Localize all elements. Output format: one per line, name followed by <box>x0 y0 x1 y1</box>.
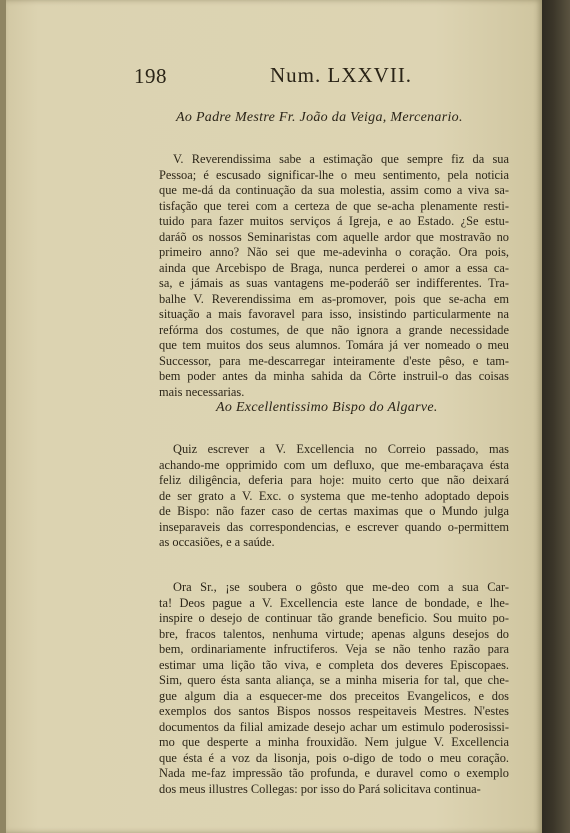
page-number: 198 <box>134 64 167 88</box>
text-line: tuido para fazer muitos serviços á Igreja, e ao Estado. ¿Se estu- <box>159 214 509 228</box>
letter-1-heading: Ao Padre Mestre Fr. João da Veiga, Mercenario. <box>176 110 463 125</box>
letter-1-body <box>159 152 509 400</box>
text-line: mais necessarias. <box>159 384 245 399</box>
text-line: sa, e jámais as suas vantagens me-poderáõ ser indifferentes. Tra- <box>159 276 509 290</box>
text-line: inspire o desejo de continuar tão grande beneficio. Sou muito po- <box>159 611 509 625</box>
text-line: Pessoa; é escusado significar-lhe o meu sentimento, pela noticia <box>159 167 509 182</box>
text-line: Successor, para me-descarregar inteiramente d'este pêso, e tam- <box>159 353 509 368</box>
text-line: de ser grato a V. Exc. o systema que me-tenho adoptado depois <box>159 488 509 503</box>
text-line: inseparaveis das correspondencias, e escrever quando o-permittem <box>159 519 509 534</box>
text-line: Ora Sr., ¡se soubera o gôsto que me-deo com a sua Car- <box>173 580 509 594</box>
text-line: mo que desperte a minha frouxidão. Nem julgue V. Excellencia <box>159 735 509 749</box>
text-line: dos meus illustres Collegas: por isso do Pará solicitava continua- <box>159 781 481 796</box>
facing-page-edge <box>542 0 570 833</box>
text-line: exemplos dos santos Bispos nossos respeitaveis Mestres. N'estes <box>159 704 509 718</box>
text-line: de Bispo: não fazer caso de certas maximas que o Mundo julga <box>159 504 509 518</box>
text-line: Sim, quero ésta santa aliança, se a minha miseria for tal, que che- <box>159 673 509 687</box>
text-line: refórma dos costumes, de que não ignora a grande necessidade <box>159 322 509 337</box>
text-line: situação a mais favoravel para isso, insistindo particularmente na <box>159 307 509 321</box>
text-line: ta! Deos pague a V. Excellencia este lance de bondade, e lhe- <box>159 595 509 610</box>
running-head: Num. LXXVII. <box>270 63 413 87</box>
text-line: ainda que Arcebispo de Braga, nunca perderei o amor a essa ca- <box>159 260 509 275</box>
text-line: Quiz escrever a V. Excellencia no Correio passado, mas <box>173 442 509 456</box>
text-line: que ésta é a voz da lisonja, pois o-digo de todo o meu coração. <box>159 750 509 765</box>
text-line: balhe V. Reverendissima em as-promover, pois que se-acha em <box>159 291 509 306</box>
text-line: bem, ordinariamente infructiferos. Veja se não tenho razão para <box>159 642 509 656</box>
text-line: V. Reverendissima sabe a estimação que sempre fiz da sua <box>173 152 509 166</box>
text-line: Nada me-faz impressão tão profunda, e duravel como o exemplo <box>159 766 509 780</box>
text-line: achando-me opprimido com um defluxo, que me-embaraçava ésta <box>159 457 509 472</box>
text-line: tisfação que terei com a certeza de que se-acha plenamente resti- <box>159 198 509 213</box>
letter-2-paragraph-2 <box>159 580 509 797</box>
text-line: estimar uma lição tão viva, e completa dos deveres Episcopaes. <box>159 657 509 672</box>
text-line: bre, fracos talentos, nenhuma virtude; apenas alguns desejos do <box>159 626 509 641</box>
text-line: primeiro anno? Não sei que me-adevinha o coração. Ora pois, <box>159 245 509 259</box>
text-line: feliz diligência, deferia para hoje: muito certo que não deixará <box>159 473 509 487</box>
text-line: as occasiões, e a saúde. <box>159 535 275 549</box>
text-line: que tem muitos dos seus alumnos. Tomára já ver nomeado o meu <box>159 338 509 352</box>
text-line: documentos da filial amizade desejo achar um estimulo poderosissi- <box>159 719 509 734</box>
text-line: que me-dá da continuação da sua molestia, assim como a viva sa- <box>159 183 509 197</box>
text-line: gue algum dia a esquecer-me dos preceitos Evangelicos, e dos <box>159 688 509 703</box>
letter-2-paragraph-1 <box>159 442 509 551</box>
text-line: daráõ os nossos Seminaristas com aquelle ardor que mostravão no <box>159 229 509 244</box>
letter-2-heading: Ao Excellentissimo Bispo do Algarve. <box>216 400 438 415</box>
text-line: bem poder antes da minha sahida da Côrte instruil-o das coisas <box>159 369 509 383</box>
